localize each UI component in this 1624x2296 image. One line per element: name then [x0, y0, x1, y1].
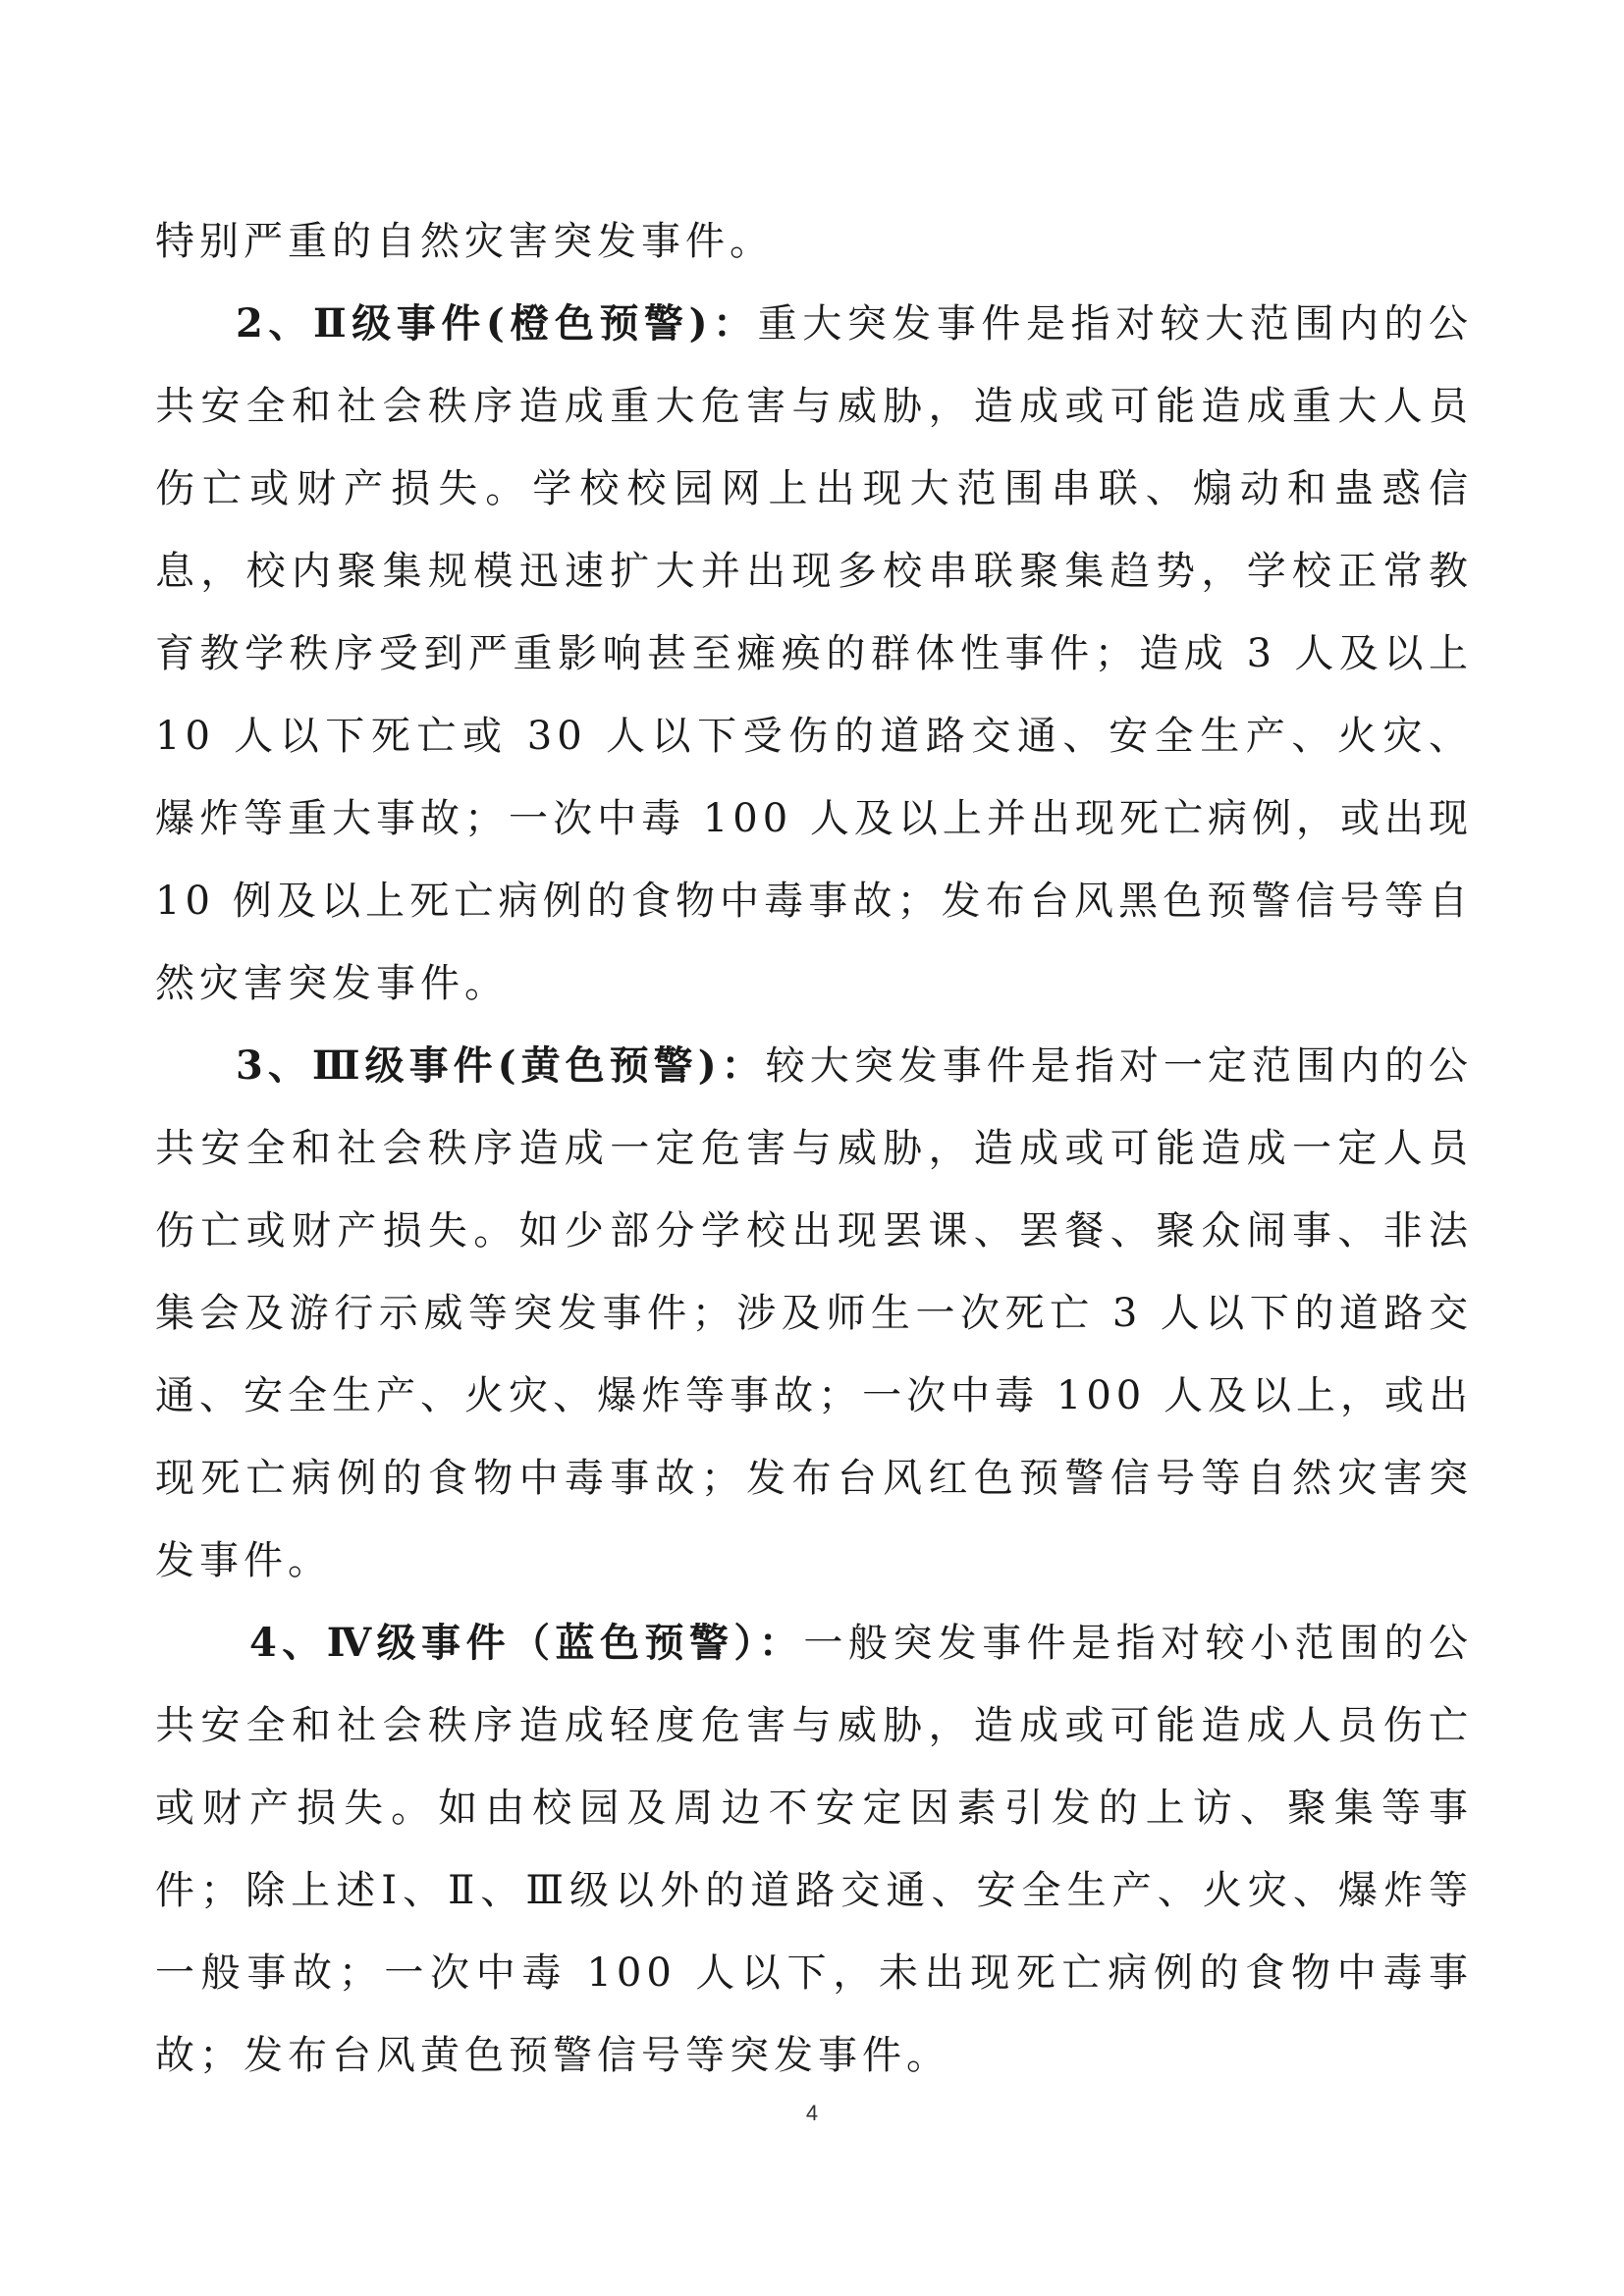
section-body-level-2: 重大突发事件是指对较大范围内的公共安全和社会秩序造成重大危害与威胁，造成或可能造成重大人员伤亡或财产损失。学校校园网上出现大范围串联、煽动和蛊惑信息，校内聚集规模迅速扩大并出现多校串联聚集趋势，学校正常教育教学秩序受到严重影响甚至瘫痪的群体性事件；造成 3 人及以上 10 人以下死亡或 30 人以下受伤的道路交通、安全生产、火灾、爆炸等重大事故；一次中毒 100 人及以上并出现死亡病例，或出现 10 例及以上死亡病例的食物中毒事故；发布台风黑色预警信号等自然灾害突发事件。 [155, 301, 1473, 1006]
section-heading-level-3: 3、Ⅲ级事件(黄色预警)： [236, 1042, 766, 1089]
section-body-level-4: 一般突发事件是指对较小范围的公共安全和社会秩序造成轻度危害与威胁，造成或可能造成人员伤亡或财产损失。如由校园及周边不安定因素引发的上访、聚集等事件；除上述Ⅰ、Ⅱ、Ⅲ级以外的道路交通、安全生产、火灾、爆炸等一般事故；一次中毒 100 人以下，未出现死亡病例的食物中毒事故；发布台风黄色预警信号等突发事件。 [155, 1621, 1473, 2078]
continuation-paragraph [155, 200, 1473, 283]
continuation-text: 特别严重的自然灾害突发事件。 [155, 219, 774, 264]
section-body-level-3: 较大突发事件是指对一定范围内的公共安全和社会秩序造成一定危害与威胁，造成或可能造成一定人员伤亡或财产损失。如少部分学校出现罢课、罢餐、聚众闹事、非法集会及游行示威等突发事件；涉及师生一次死亡 3 人以下的道路交通、安全生产、火灾、爆炸等事故；一次中毒 100 人及以上，或出现死亡病例的食物中毒事故；发布台风红色预警信号等自然灾害突发事件。 [155, 1043, 1473, 1583]
section-level-4 [155, 1602, 1473, 2097]
document-body [155, 200, 1473, 2097]
section-level-2 [155, 283, 1473, 1025]
section-level-3 [155, 1025, 1473, 1602]
section-heading-level-2: 2、Ⅱ级事件(橙色预警)： [236, 300, 758, 347]
section-heading-level-4: 4、Ⅳ级事件（蓝色预警）： [249, 1620, 804, 1666]
page-number: 4 [805, 2101, 819, 2125]
